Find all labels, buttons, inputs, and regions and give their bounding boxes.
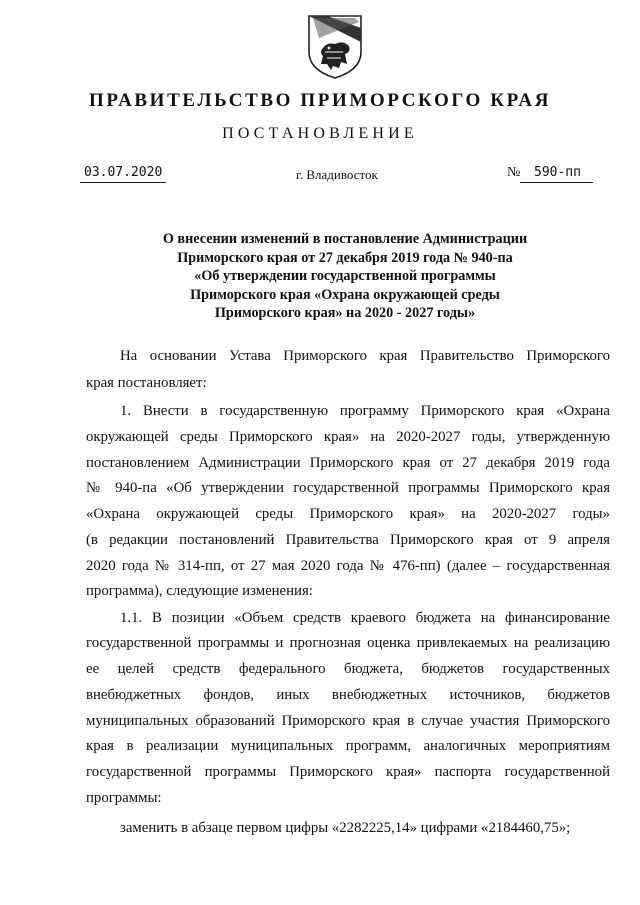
body-line: 2020 года № 314-пп, от 27 мая 2020 года № 476-пп) (далее – государственная: [86, 558, 610, 574]
heading-line: Приморского края от 27 декабря 2019 года № 940-па: [177, 249, 513, 266]
body-line: края в реализации муниципальных программ, аналогичных мероприятиям: [86, 738, 610, 754]
body-line: государственной программы Приморского края» паспорта государственной: [86, 764, 610, 780]
document-date: 03.07.2020: [84, 165, 163, 180]
body-line: программы:: [86, 790, 162, 806]
body-line: постановлением Администрации Приморского края от 27 декабря 2019 года: [86, 455, 610, 471]
document-city: г. Владивосток: [296, 167, 378, 182]
number-prefix: №: [507, 165, 521, 180]
heading-line: О внесении изменений в постановление Администрации: [162, 231, 528, 247]
body-line: 1.1. В позиции «Объем средств краевого бюджета на финансирование: [120, 610, 610, 626]
body-line: «Охрана окружающей среды Приморского края» на 2020-2027 годы»: [86, 506, 610, 522]
body-line: (в редакции постановлений Правительства Приморского края от 9 апреля: [86, 532, 610, 548]
body-line: № 940-па «Об утверждении государственной программы Приморского края: [86, 480, 610, 496]
document-heading: [0, 230, 640, 323]
date-underline: [80, 182, 166, 183]
government-title: ПРАВИТЕЛЬСТВО ПРИМОРСКОГО КРАЯ: [88, 90, 552, 111]
document-number: 590-пп: [534, 165, 581, 180]
number-underline: [520, 182, 593, 183]
body-line: 1. Внести в государственную программу Приморского края «Охрана: [120, 403, 610, 419]
body-line: ее целей средств федерального бюджета, бюджетов государственных: [86, 661, 610, 677]
body-line: государственной программы и прогнозная оценка привлекаемых на реализацию: [86, 635, 610, 651]
heading-line: «Об утверждении государственной программы: [194, 268, 496, 285]
body-line: программа), следующие изменения:: [86, 583, 313, 599]
heading-line: Приморского края» на 2020 - 2027 годы»: [214, 305, 476, 322]
body-line: окружающей среды Приморского края» на 2020-2027 годы, утвержденную: [86, 429, 610, 445]
body-line: края постановляет:: [86, 375, 207, 391]
body-line: На основании Устава Приморского края Правительство Приморского: [120, 348, 610, 364]
body-line: внебюджетных фондов, иных внебюджетных источников, бюджетов: [86, 687, 610, 703]
document-type: ПОСТАНОВЛЕНИЕ: [222, 125, 418, 142]
body-line: муниципальных образований Приморского края в случае участия Приморского: [86, 713, 610, 729]
heading-line: Приморского края «Охрана окружающей среды: [190, 286, 500, 303]
coat-of-arms-emblem: [305, 12, 365, 80]
body-line: заменить в абзаце первом цифры «2282225,14» цифрами «2184460,75»;: [120, 820, 571, 836]
